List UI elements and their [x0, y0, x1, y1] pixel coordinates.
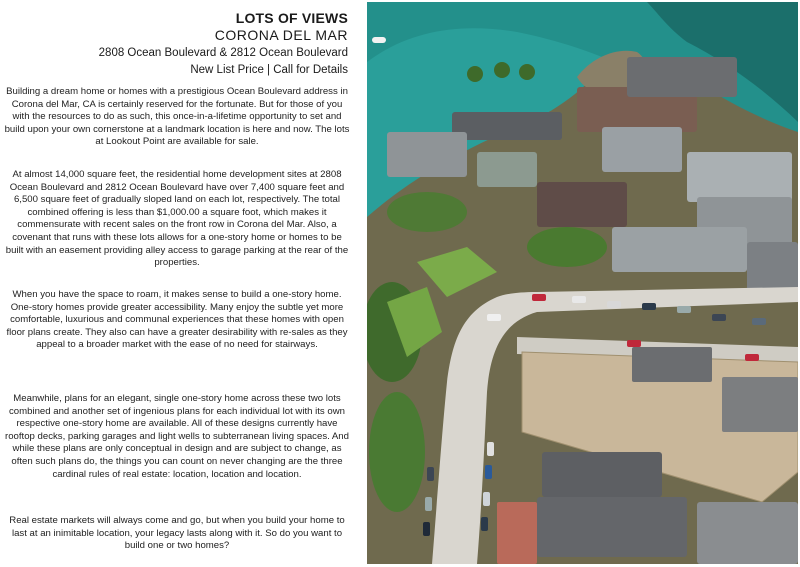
house-roof [542, 452, 662, 497]
listing-title: LOTS OF VIEWS [235, 10, 348, 26]
house-roof [627, 57, 737, 97]
parked-car [487, 442, 494, 456]
house-roof [612, 227, 747, 272]
house-roof [722, 377, 798, 432]
parked-car [642, 303, 656, 310]
house-roof [387, 132, 467, 177]
description-paragraph: Real estate markets will always come and go, but when you build your home to last at an inimitable location, your legacy lasts along with it. So do you want to build one or two homes? [9, 515, 345, 552]
driveway [497, 502, 537, 564]
greenery [369, 392, 425, 512]
house-roof [687, 152, 792, 202]
house-roof [697, 502, 798, 564]
parked-car [483, 492, 490, 506]
aerial-property-photo [367, 2, 798, 564]
listing-text-column [0, 0, 358, 567]
parked-car [423, 522, 430, 536]
aerial-photo-illustration [367, 2, 798, 564]
parked-car [607, 301, 621, 308]
description-paragraph: When you have the space to roam, it makes sense to build a one-story home. One-story homes provide greater accessibility. Many enjoy the subtle yet more comfortable, luxurious and communal experiences that these homes with open floor plans create. They also can have a greater desirability with re-sales as they appeal to a broader market with the ease of no need for stairways. [6, 289, 348, 351]
palm-tree [494, 62, 510, 78]
greenery [527, 227, 607, 267]
house-roof [747, 242, 798, 292]
palm-tree [519, 64, 535, 80]
parked-car [572, 296, 586, 303]
parked-car [745, 354, 759, 361]
greenery [387, 192, 467, 232]
house-roof [537, 497, 687, 557]
listing-price: New List Price | Call for Details [190, 64, 348, 76]
parked-car [485, 465, 492, 479]
house-roof [477, 152, 537, 187]
description-paragraph: Meanwhile, plans for an elegant, single one-story home across these two lots combined and another set of ingenious plans for each individual lot with its own respective one-story home are available. All of these designs currently have rooftop decks, parking garages and light wells to subterranean living spaces. And while these plans are only conceptual in design and are subject to change, as often such plans do, the things you can count on never changing are the three cardinal rules of real estate: location, location and location. [5, 393, 349, 480]
parked-car [487, 314, 501, 321]
house-roof [452, 112, 562, 140]
parked-car [712, 314, 726, 321]
description-paragraph: Building a dream home or homes with a prestigious Ocean Boulevard address in Corona del Mar, CA is certainly reserved for the fortunate. But for those of you with the resources to do as such, this once-in-a-lifetime opportunity to set and build upon your own cornerstone at a landmark location is here and now. The lots at Lookout Point are available for sale. [4, 86, 350, 148]
listing-subtitle: CORONA DEL MAR [214, 27, 348, 43]
listing-address: 2808 Ocean Boulevard & 2812 Ocean Boulevard [98, 47, 348, 59]
house-roof [602, 127, 682, 172]
parked-car [677, 306, 691, 313]
parked-car [752, 318, 766, 325]
parked-car [627, 340, 641, 347]
description-paragraph: At almost 14,000 square feet, the residential home development sites at 2808 Ocean Boulevard and 2812 Ocean Boulevard have over 7,400 square feet and 6,500 square feet of gradually sloped land on each lot, respectively. The total combined offering is less than $1,000.00 a square foot, which makes it commensurate with recent sales on the front row in Corona del Mar. Also, a covenant that runs with these lots allows for a one-story home or homes to be built with an easement providing alley access to garage parking at the rear of the properties. [5, 169, 349, 269]
boat [372, 37, 386, 43]
parked-car [532, 294, 546, 301]
parked-car [427, 467, 434, 481]
palm-tree [467, 66, 483, 82]
parked-car [425, 497, 432, 511]
house-roof [537, 182, 627, 227]
parked-car [481, 517, 488, 531]
listing-header [8, 10, 348, 78]
house-roof [632, 347, 712, 382]
